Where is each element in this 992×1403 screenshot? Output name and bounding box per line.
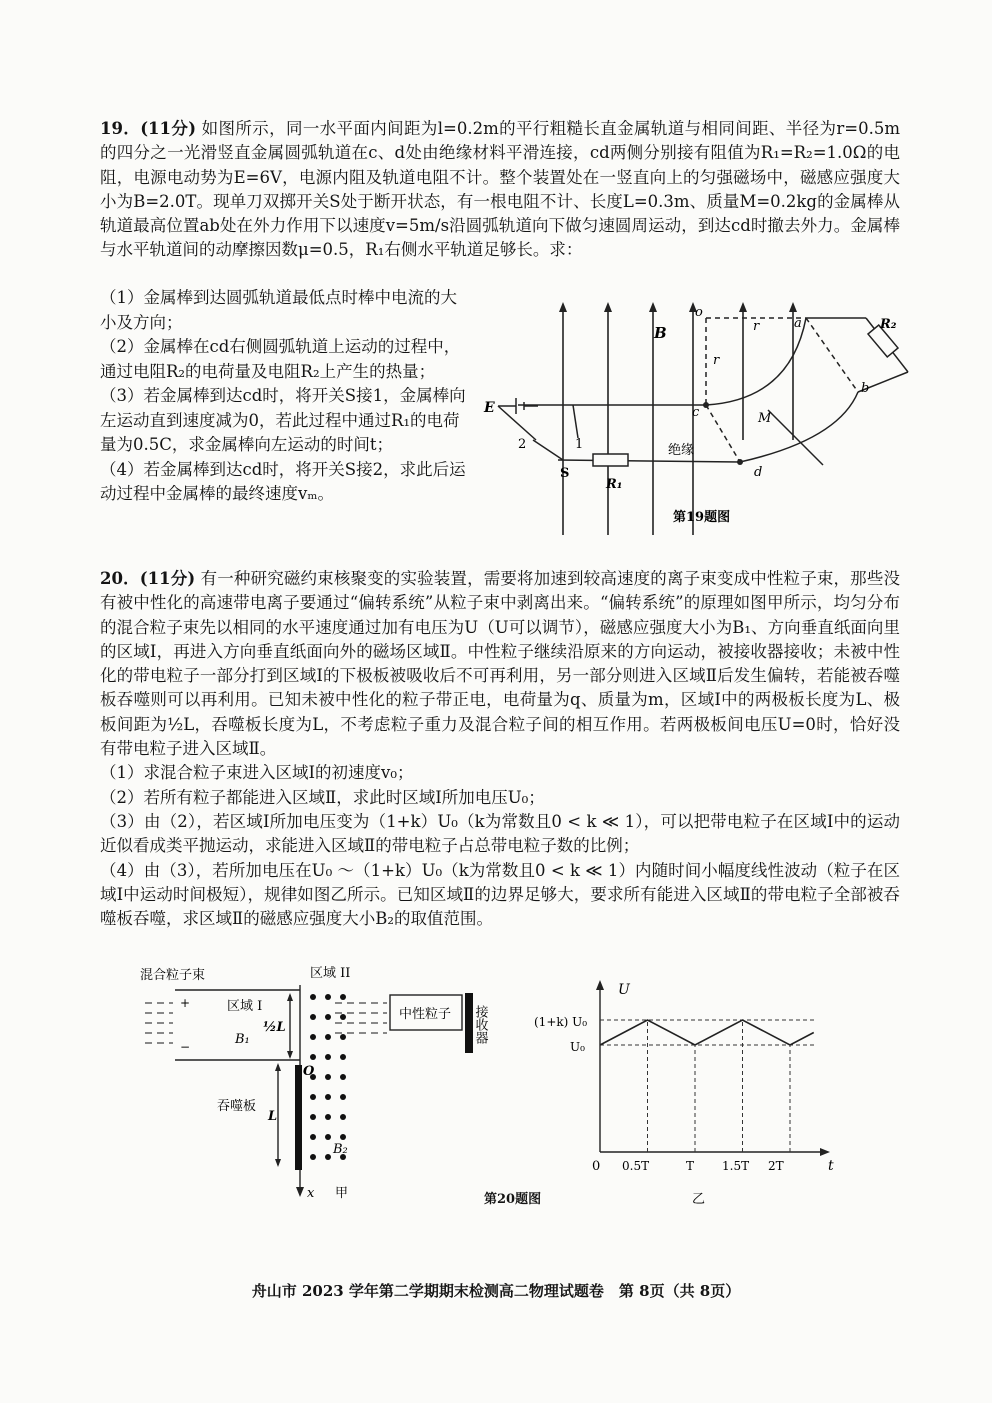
yi-y-axis-label: U [618,982,630,998]
yi-xtick-2T: 2T [768,1159,784,1173]
jia-neutral: 中性粒子 [399,1007,452,1022]
question-19-header: 19．(11分) [100,119,196,138]
yi-xtick-0.5T: 0.5T [622,1159,650,1173]
yi-ytick-top: (1+k) U₀ [534,1015,588,1029]
yi-label: 乙 [692,1192,706,1207]
figure-20-caption: 第20题图 [484,1192,542,1207]
yi-ytick-bottom: U₀ [570,1040,585,1054]
jia-absorber: 吞噬板 [217,1099,257,1114]
jia-B1: B₁ [235,1032,250,1047]
fig19-label-r-side: r [713,353,720,368]
question-20-text: 有一种研究磁约束核聚变的实验装置，需要将加速到较高速度的离子束变成中性粒子束，那些没有被中性化的高速带电离子要通过“偏转系统”从粒子束中剥离出来。“偏转系统”的原理如图甲所示，均匀分布的混合粒子束先以相同的水平速度通过加有电压为U（U可以调节），磁感应强度大小为B₁、方向垂直纸面向里的区域Ⅰ，再进入方向垂直纸面向外的磁场区域Ⅱ。中性粒子继续沿原来的方向运动，被接收器接收；未被中性化的带电粒子一部分打到区域Ⅰ的下极板被吸收后不可再利用，另一部分则进入区域Ⅱ后发生偏转，若能被吞噬板吞噬则可以再利用。已知未被中性化的粒子带正电，电荷量为q、质量为m，区域Ⅰ中的两极板长度为L、极板间距为½L，吞噬板长度为L，不考虑粒子重力及混合粒子间的相互作用。若两极板间电压U=0时，恰好没有带电粒子进入区域Ⅱ。 [100,569,900,759]
q20-part-3: （3）由（2），若区域Ⅰ所加电压变为（1+k）U₀（k为常数且0 < k ≪ 1），可以把带电粒子在区域Ⅰ中的运动近似看成类平抛运动，求能进入区域Ⅱ的带电粒子占总带电粒子数的比例； [100,811,900,856]
jia-x: x [307,1186,315,1201]
question-20-header: 20．(11分) [100,569,196,588]
jia-region1: 区域 I [227,999,263,1014]
jia-region2: 区域 II [310,966,351,981]
fig19-label-insulation: 绝缘 [668,443,695,458]
question-20-stem [100,567,900,931]
jia-plus: + [180,996,191,1010]
fig19-label-B: B [654,324,667,342]
fig19-label-1: 1 [575,437,584,452]
fig19-label-c: c [692,405,700,420]
yi-xtick-1.5T: 1.5T [722,1159,750,1173]
q20-part-4: （4）由（3），若所加电压在U₀ ～（1+k）U₀（k为常数且0 < k ≪ 1）内随时间小幅度线性波动（粒子在区域Ⅰ中运动时间极短），规律如图乙所示。已知区域Ⅱ的边界足够大，要求所有能进入区域Ⅱ的带电粒子全部被吞噬板吞噬，求区域Ⅱ的磁感应强度大小B₂的取值范围。 [100,860,900,929]
fig19-label-o: o [695,305,703,320]
fig19-label-r-top: r [753,319,760,334]
fig19-label-a: a [794,316,802,331]
yi-x-axis-label: t [828,1158,834,1174]
jia-L: L [268,1109,278,1124]
q19-part-1: （1）金属棒到达圆弧轨道最低点时棒中电流的大小及方向； [100,288,457,332]
figure-20-jia [135,965,515,1205]
jia-B2: B₂ [333,1142,348,1157]
fig19-label-2: 2 [518,437,527,452]
fig19-label-R1: R₁ [606,477,623,492]
jia-receiver: 接收器 [472,1005,488,1044]
fig19-label-E: E [484,400,495,416]
q20-part-1: （1）求混合粒子束进入区域Ⅰ的初速度v₀； [100,763,414,783]
yi-origin: 0 [592,1159,601,1174]
q19-part-4: （4）若金属棒到达cd时，将开关S接2，求此后运动过程中金属棒的最终速度vₘ。 [100,459,466,503]
fig19-label-b: b [861,381,870,396]
yi-xtick-T: T [686,1159,695,1173]
figure-19 [478,290,918,535]
fig19-label-S: S [560,466,570,481]
jia-minus: − [180,1040,191,1054]
fig19-label-M: M [758,411,772,426]
question-19-stem [100,117,900,263]
fig19-caption: 第19题图 [673,510,731,525]
page-footer: 舟山市 2023 学年第二学期期末检测高二物理试题卷 第 8页（共 8页） [251,1282,741,1300]
question-19-text: 如图所示，同一水平面内间距为l=0.2m的平行粗糙长直金属轨道与相同间距、半径为r=0.5m的四分之一光滑竖直金属圆弧轨道在c、d处由绝缘材料平滑连接，cd两侧分别接有阻值为R₁=R₂=1.0Ω的电阻，电源电动势为E=6V，电源内阻及轨道电阻不计。整个装置处在一竖直向上的匀强磁场中，磁感应强度大小为B=2.0T。现单刀双掷开关S处于断开状态，有一根电阻不计、长度L=0.3m、质量M=0.2kg的金属棒从轨道最高位置ab处在外力作用下以速度v=5m/s沿圆弧轨道向下做匀速圆周运动，到达cd时撤去外力。金属棒与水平轨道间的动摩擦因数μ=0.5，R₁右侧水平轨道足够长。求： [100,119,900,260]
jia-mixed-beam: 混合粒子束 [140,968,206,983]
yi-voltage-line [600,1020,814,1045]
q19-part-3: （3）若金属棒到达cd时，将开关S接1，金属棒向左运动直到速度减为0，若此过程中通过R₁的电荷量为0.5C，求金属棒向左运动的时间t； [100,386,466,454]
jia-label: 甲 [335,1186,349,1201]
jia-O: O [303,1064,315,1079]
q20-part-2: （2）若所有粒子都能进入区域Ⅱ，求此时区域Ⅰ所加电压U₀； [100,787,545,807]
jia-half-L: ½L [263,1020,286,1035]
q19-part-2: （2）金属棒在cd右侧圆弧轨道上运动的过程中，通过电阻R₂的电荷量及电阻R₂上产生的热量； [100,337,461,381]
fig19-label-R2: R₂ [880,317,897,332]
question-19-parts [100,286,470,507]
figure-20-yi [530,970,850,1210]
fig19-label-d: d [754,465,763,480]
